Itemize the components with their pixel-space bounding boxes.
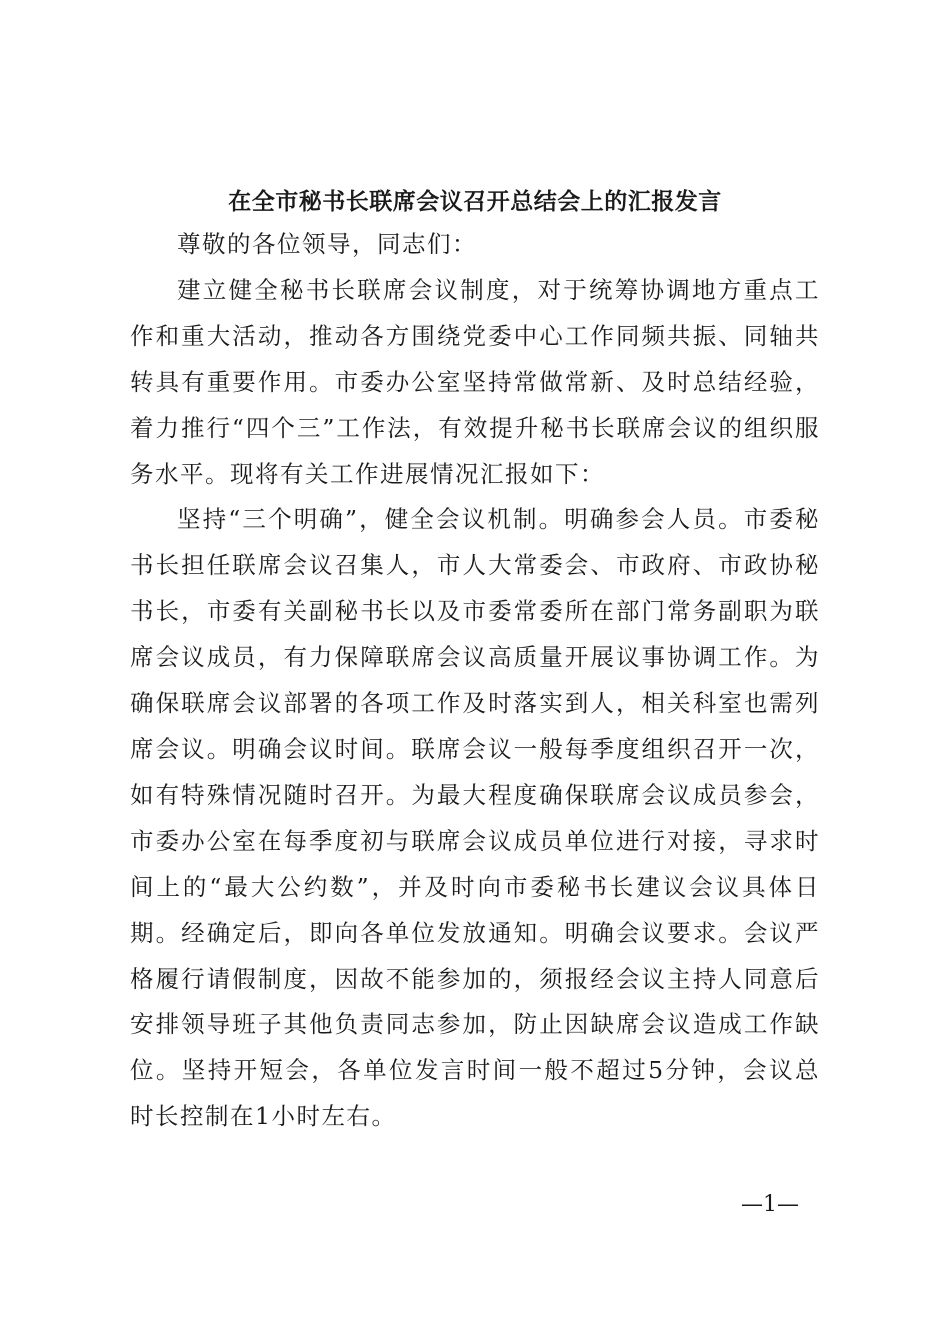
document-body [130,222,820,1140]
section-paragraph: 坚持“三个明确”，健全会议机制。明确参会人员。市委秘书长担任联席会议召集人，市人大常委会、市政府、市政协秘书长，市委有关副秘书长以及市委常委所在部门常务副职为联席会议成员，有力保障联席会议高质量开展议事协调工作。为确保联席会议部署的各项工作及时落实到人，相关科室也需列席会议。明确会议时间。联席会议一般每季度组织召开一次，如有特殊情况随时召开。为最大程度确保联席会议成员参会，市委办公室在每季度初与联席会议成员单位进行对接，寻求时间上的“最大公约数”，并及时向市委秘书长建议会议具体日期。经确定后，即向各单位发放通知。明确会议要求。会议严格履行请假制度，因故不能参加的，须报经会议主持人同意后安排领导班子其他负责同志参加，防止因缺席会议造成工作缺位。坚持开短会，各单位发言时间一般不超过5分钟，会议总时长控制在1小时左右。 [130,505,820,1131]
document-title: 在全市秘书长联席会议召开总结会上的汇报发言 [228,188,722,215]
intro-paragraph: 建立健全秘书长联席会议制度，对于统筹协调地方重点工作和重大活动，推动各方围绕党委中心工作同频共振、同轴共转具有重要作用。市委办公室坚持常做常新、及时总结经验，着力推行“四个三”工作法，有效提升秘书长联席会议的组织服务水平。现将有关工作进展情况汇报如下： [130,275,820,488]
page-number: —1— [741,1192,799,1217]
salutation-paragraph: 尊敬的各位领导，同志们： [177,230,477,258]
